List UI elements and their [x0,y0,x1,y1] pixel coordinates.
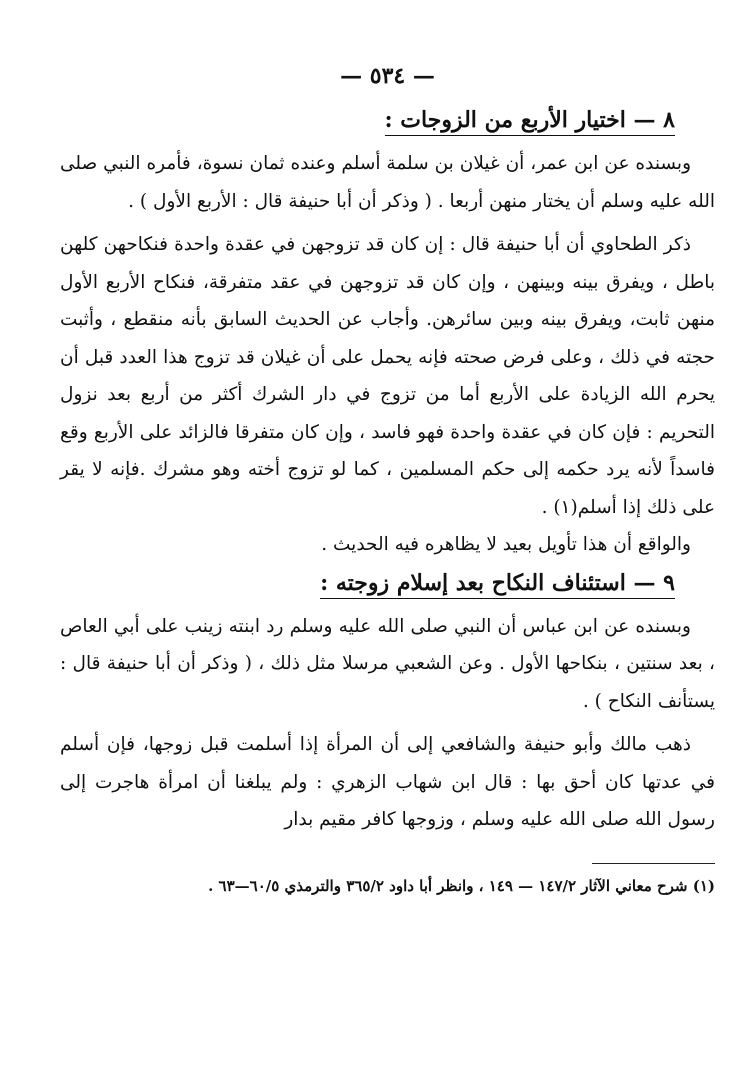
section-8-commentary-paragraph: ذكر الطحاوي أن أبا حنيفة قال : إن كان قد تزوجهن في عقدة واحدة فنكاحهن كلهن باطل ، ويفرق بينه وبينهن ، وإن كان قد تزوجهن في عقد متفرقة، فنكاح الأربع الأول منهن ثابت، ويفرق بينه وبين سائرهن. وأجاب عن الحديث السابق بأنه منقطع ، وأثبت حجته في ذلك ، وعلى فرض صحته فإنه يحمل على أن غيلان قد تزوج هذا العدد قبل أن يحرم الله الزيادة على الأربع أما من تزوج في دار الشرك أكثر من أربع بعد نزول التحريم : فإن كان في عقدة واحدة فهو فاسد ، وإن كان متفرقا فالزائد على الأربع وقع فاسداً لأنه يرد حكمه إلى حكم المسلمين ، كما لو تزوج أخته وهو مشرك .فإنه لا يقر على ذلك إذا أسلم(١) . [60,234,715,518]
section-8-heading-text: ٨ — اختيار الأربع من الزوجات : [385,107,675,136]
section-8-hadith-paragraph: وبسنده عن ابن عمر، أن غيلان بن سلمة أسلم وعنده ثمان نسوة، فأمره النبي صلى الله عليه وسلم أن يختار منهن أربعا . ( وذكر أن أبا حنيفة قال : الأربع الأول ) . [60,153,715,212]
section-9-commentary-paragraph: ذهب مالك وأبو حنيفة والشافعي إلى أن المرأة إذا أسلمت قبل زوجها، فإن أسلم في عدتها كان أحق بها : قال ابن شهاب الزهري : ولم يبلغنا أن امرأة هاجرت إلى رسول الله صلى الله عليه وسلم ، وزوجها كافر مقيم بدار [60,734,715,830]
page-number: — ٥٣٤ — [340,63,435,89]
section-9-hadith-paragraph: وبسنده عن ابن عباس أن النبي صلى الله عليه وسلم رد ابنته زينب على أبي العاص ، بعد سنتين ، بنكاحها الأول . وعن الشعبي مرسلا مثل ذلك ، ( وذكر أن أبا حنيفة قال : يستأنف النكاح ) . [60,615,715,712]
section-8-heading [60,101,715,139]
section-9-heading-text: ٩ — استئناف النكاح بعد إسلام زوجته : [320,570,675,599]
section-8-conclusion-paragraph: والواقع أن هذا تأويل بعيد لا يظاهره فيه الحديث . [321,534,691,555]
section-9-heading [60,564,715,602]
footnote: (١) شرح معاني الآثار ١٤٧/٢ — ١٤٩ ، وانظر أبا داود ٣٦٥/٢ والترمذي ٦٠/٥—٦٣ . [208,876,715,895]
footnote-separator [592,863,715,864]
book-page [60,55,715,900]
